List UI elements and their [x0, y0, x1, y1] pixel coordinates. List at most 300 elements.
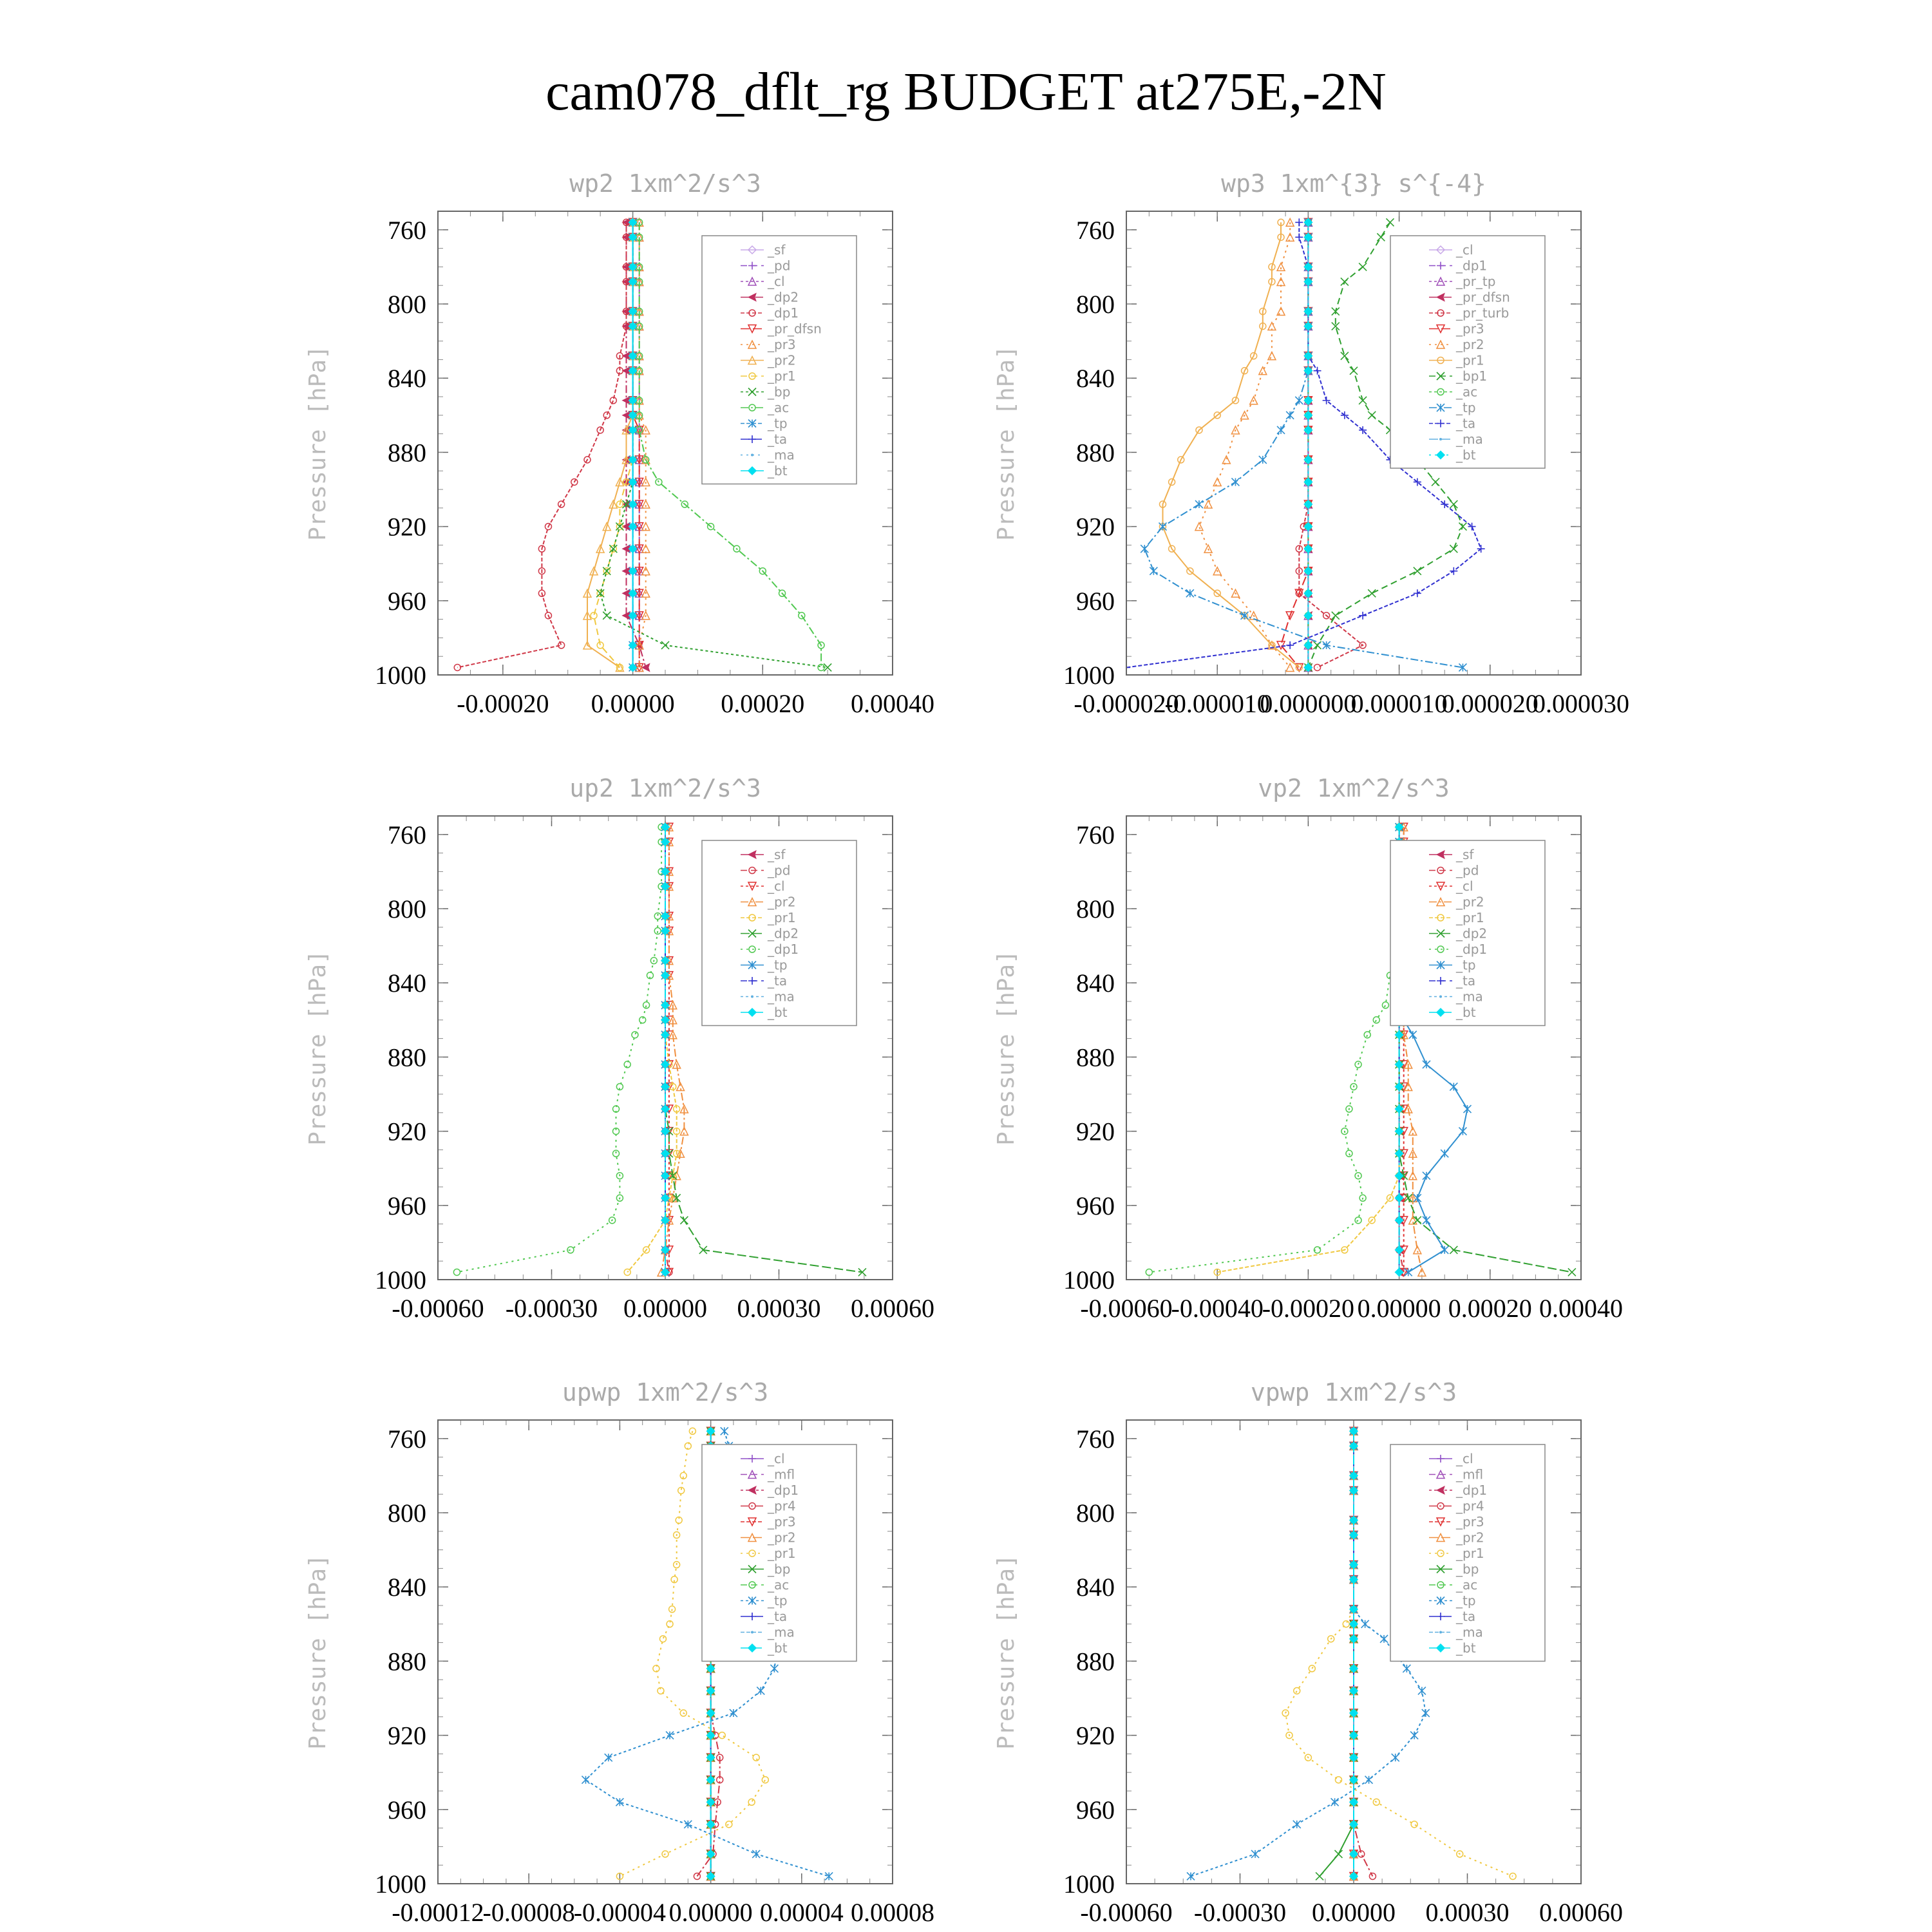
- x-tick-label: 0.00030: [1425, 1898, 1510, 1927]
- data-point_pr1: [748, 1799, 755, 1805]
- x-tick-label: 0.00000: [591, 689, 675, 718]
- x-tick-label: 0.00000: [668, 1898, 753, 1927]
- y-tick-label: 840: [388, 969, 426, 998]
- y-axis-label: Pressure [hPa]: [993, 1554, 1019, 1750]
- legend-entry_dp2: _dp2: [1456, 925, 1488, 942]
- legend-entry_tp: _tp: [768, 957, 788, 973]
- data-point_pr2: [1277, 263, 1285, 270]
- data-point_tp: [1195, 500, 1203, 508]
- data-point_pr2: [1259, 367, 1267, 375]
- legend-entry_pr3: _pr3: [1456, 1514, 1484, 1530]
- data-point_pr1: [726, 1821, 732, 1828]
- data-point_tp: [721, 1427, 728, 1435]
- panel-upwp: [305, 1378, 934, 1927]
- data-point_pr1: [1294, 1687, 1300, 1694]
- data-point_pr1: [753, 1754, 759, 1761]
- y-tick-label: 960: [1076, 1191, 1115, 1220]
- data-point_tp: [616, 1798, 623, 1806]
- data-point_tp: [1422, 1709, 1430, 1717]
- data-point_bp1: [1341, 352, 1349, 360]
- data-point_bp1: [1386, 218, 1394, 226]
- legend-entry_cl: _cl: [1456, 242, 1473, 258]
- y-tick-label: 880: [388, 1647, 426, 1676]
- y-tick-label: 1000: [1063, 1870, 1115, 1899]
- data-point_dp1: [1382, 1002, 1388, 1009]
- x-tick-label: -0.000020: [1074, 689, 1179, 718]
- data-point_tp: [1141, 545, 1148, 553]
- data-point_tp: [1241, 612, 1249, 620]
- legend-entry_mfl: _mfl: [1456, 1466, 1484, 1482]
- data-point_bp: [661, 641, 669, 649]
- legend-entry_pr1: _pr1: [1456, 1546, 1484, 1561]
- legend-entry_pr_dfsn: _pr_dfsn: [1456, 289, 1510, 305]
- data-point_ta: [1295, 218, 1303, 226]
- data-point_dp1: [1346, 1150, 1352, 1157]
- legend-entry_mfl: _mfl: [768, 1466, 795, 1482]
- data-point_tp: [1259, 456, 1267, 464]
- data-point_pr1: [719, 1732, 725, 1739]
- data-point_tp: [1295, 397, 1303, 404]
- data-point_dp1: [654, 928, 661, 934]
- y-tick-label: 880: [1076, 438, 1115, 468]
- data-point_pr1: [762, 1777, 768, 1783]
- legend-entry_pr4: _pr4: [1456, 1498, 1484, 1514]
- y-axis-label: Pressure [hPa]: [305, 950, 331, 1146]
- legend-entry_ac: _ac: [1456, 1577, 1478, 1593]
- data-point_tp: [1464, 1105, 1472, 1113]
- data-point_dp2: [1568, 1268, 1576, 1276]
- legend-entry_pd: _pd: [768, 862, 791, 878]
- y-tick-label: 800: [388, 895, 426, 923]
- x-tick-label: 0.000010: [1350, 689, 1448, 718]
- x-tick-label: -0.00040: [1171, 1294, 1264, 1323]
- data-point_pr2: [1195, 523, 1203, 531]
- legend-entry_bp: _bp: [768, 384, 791, 400]
- legend-entry_bt: _bt: [1456, 1640, 1476, 1656]
- legend: [702, 1444, 857, 1662]
- legend-entry_ta: _ta: [768, 1609, 788, 1624]
- x-tick-label: -0.00020: [457, 689, 549, 718]
- data-point_pr1: [591, 612, 597, 619]
- x-tick-label: 0.00040: [1539, 1294, 1623, 1323]
- data-point_tp: [1403, 1665, 1410, 1672]
- y-tick-label: 960: [1076, 586, 1115, 616]
- legend-entry_bp: _bp: [1456, 1561, 1479, 1577]
- legend: [1390, 1444, 1545, 1662]
- data-point_tp: [1293, 1821, 1301, 1828]
- panel-title-vp2: vp2 1xm^2/s^3: [1258, 774, 1450, 802]
- legend-entry_pr_tp: _pr_tp: [1456, 274, 1496, 289]
- series-line_pr1: [1163, 222, 1300, 667]
- data-point_bp1: [1350, 367, 1358, 375]
- data-point_dp1: [1355, 1217, 1361, 1224]
- y-tick-label: 760: [1076, 820, 1115, 849]
- y-tick-label: 840: [388, 364, 426, 393]
- data-point_pr1: [659, 1636, 666, 1642]
- x-tick-label: 0.00000: [1312, 1898, 1396, 1927]
- legend-entry_dp1: _dp1: [1456, 942, 1488, 957]
- y-tick-label: 800: [1076, 1499, 1115, 1528]
- data-point_pr1: [1411, 1821, 1417, 1828]
- data-point_tp: [1441, 1246, 1448, 1254]
- series-line_bp: [1320, 1431, 1354, 1876]
- x-tick-label: -0.00060: [1080, 1294, 1173, 1323]
- legend: [1390, 840, 1545, 1026]
- legend-entry_ac: _ac: [1456, 384, 1478, 400]
- data-point_dp1: [1373, 1017, 1379, 1023]
- data-point_pr2: [1204, 500, 1212, 508]
- data-point_tp: [1186, 589, 1194, 597]
- legend-entry_cl: _cl: [1456, 878, 1473, 894]
- y-axis-label: Pressure [hPa]: [305, 345, 331, 541]
- y-tick-label: 1000: [375, 661, 426, 690]
- y-tick-label: 800: [388, 1499, 426, 1528]
- y-tick-label: 840: [1076, 364, 1115, 393]
- data-point_ta: [1286, 641, 1294, 649]
- data-point_bp: [1316, 1872, 1323, 1880]
- y-tick-label: 920: [388, 512, 426, 542]
- x-tick-label: -0.00030: [505, 1294, 598, 1323]
- data-point_tp: [1418, 1687, 1426, 1694]
- data-point_bp: [609, 545, 617, 553]
- legend-marker: [1439, 438, 1442, 440]
- legend-entry_tp: _tp: [768, 415, 788, 431]
- y-tick-label: 1000: [375, 1265, 426, 1294]
- data-point_tp: [1423, 1172, 1430, 1180]
- legend-entry_ac: _ac: [768, 400, 790, 415]
- data-point_pr1: [689, 1428, 696, 1434]
- data-point_tp: [1187, 1872, 1195, 1880]
- legend-entry_ma: _ma: [1456, 431, 1483, 447]
- y-tick-label: 840: [1076, 969, 1115, 998]
- panel-title-wp2: wp2 1xm^2/s^3: [569, 169, 761, 198]
- data-point_bp1: [1341, 278, 1349, 285]
- legend-entry_ma: _ma: [1456, 989, 1483, 1005]
- y-tick-label: 920: [1076, 1117, 1115, 1146]
- series-line_dp1: [457, 222, 626, 667]
- data-point_tp: [605, 1754, 612, 1761]
- x-tick-label: -0.00012: [392, 1898, 484, 1927]
- x-tick-label: 0.00020: [721, 689, 805, 718]
- data-point_dp1: [567, 1247, 574, 1253]
- y-tick-label: 920: [388, 1117, 426, 1146]
- legend-entry_bt: _bt: [768, 1640, 788, 1656]
- y-tick-label: 960: [388, 1191, 426, 1220]
- legend-marker: [751, 454, 753, 457]
- legend-entry_bt: _bt: [768, 463, 788, 478]
- legend-entry_ma: _ma: [1456, 1624, 1483, 1640]
- x-tick-label: 0.000000: [1260, 689, 1357, 718]
- x-tick-label: -0.00030: [1193, 1898, 1287, 1927]
- legend-entry_ma: _ma: [768, 989, 795, 1005]
- legend-entry_ta: _ta: [1456, 415, 1476, 431]
- legend-entry_dp2: _dp2: [768, 925, 799, 942]
- legend-entry_pd: _pd: [1456, 862, 1479, 878]
- legend-entry_pr2: _pr2: [768, 1530, 796, 1546]
- data-point_dp1: [613, 1150, 620, 1157]
- legend-entry_pr2: _pr2: [768, 894, 796, 910]
- panel-wp2: [305, 169, 934, 718]
- data-point_dp1: [454, 664, 460, 670]
- y-tick-label: 880: [1076, 1043, 1115, 1072]
- panel-title-up2: up2 1xm^2/s^3: [569, 774, 761, 802]
- legend-entry_dp1: _dp1: [768, 942, 799, 957]
- data-point_tp: [666, 1732, 674, 1739]
- y-tick-label: 960: [1076, 1795, 1115, 1824]
- data-point_bp1: [1459, 523, 1466, 531]
- y-tick-label: 840: [1076, 1573, 1115, 1602]
- data-point_bp1: [1332, 612, 1340, 620]
- legend-entry_bt: _bt: [1456, 447, 1476, 463]
- legend-entry_ma: _ma: [768, 1624, 795, 1640]
- data-point_tp: [1251, 1850, 1259, 1858]
- legend-entry_pr2: _pr2: [1456, 1530, 1484, 1546]
- data-point_ta: [1414, 589, 1421, 597]
- legend-entry_ta: _ta: [768, 973, 788, 989]
- data-point_bp: [603, 567, 611, 575]
- data-point_bp: [603, 612, 611, 620]
- legend-entry_sf: _sf: [768, 847, 786, 862]
- data-point_ta: [1359, 612, 1367, 620]
- legend-entry_dp1: _dp1: [768, 305, 799, 321]
- data-point_bp1: [1359, 263, 1367, 270]
- y-axis-label: Pressure [hPa]: [305, 1554, 331, 1750]
- data-point_tp: [1441, 1150, 1448, 1157]
- series-line_dp1: [457, 827, 661, 1272]
- data-point_pr2: [1222, 456, 1230, 464]
- data-point_tp: [1159, 523, 1166, 531]
- data-point_tp: [825, 1872, 833, 1880]
- legend: [702, 236, 857, 484]
- x-tick-label: 0.000030: [1533, 689, 1629, 718]
- x-tick-label: 0.00020: [1448, 1294, 1532, 1323]
- legend-entry_bp: _bp: [768, 1561, 791, 1577]
- legend-entry_dp1: _dp1: [768, 1482, 799, 1498]
- x-tick-label: -0.00060: [392, 1294, 484, 1323]
- data-point_bp: [1334, 1850, 1342, 1858]
- y-tick-label: 840: [388, 1573, 426, 1602]
- legend-entry_tp: _tp: [1456, 400, 1476, 415]
- data-point_tp: [1277, 426, 1285, 434]
- legend-entry_bt: _bt: [768, 1005, 788, 1020]
- legend-entry_pr_turb: _pr_turb: [1456, 305, 1510, 321]
- data-point_tp: [582, 1776, 589, 1784]
- y-tick-label: 880: [388, 1043, 426, 1072]
- data-point_tp: [730, 1709, 737, 1717]
- y-tick-label: 880: [1076, 1647, 1115, 1676]
- series-line_pr3: [1281, 222, 1308, 667]
- y-tick-label: 760: [1076, 215, 1115, 245]
- data-point_ta: [1314, 367, 1321, 375]
- data-point_tp: [1365, 1776, 1373, 1784]
- data-point_tp: [1380, 1635, 1388, 1643]
- data-point_tp: [1423, 1217, 1430, 1224]
- y-axis-label: Pressure [hPa]: [993, 950, 1019, 1146]
- data-point_pr1: [624, 1269, 630, 1275]
- data-point_ta: [1477, 545, 1485, 553]
- data-point_pr2: [1213, 478, 1221, 486]
- panel-title-wp3: wp3 1xm^{3} s^{-4}: [1221, 169, 1486, 198]
- legend-marker: [751, 996, 753, 998]
- data-point_bp1: [1359, 397, 1367, 404]
- data-point_dp2: [680, 1217, 688, 1224]
- legend-entry_dp2: _dp2: [768, 289, 799, 305]
- data-point_bp1: [1368, 589, 1376, 597]
- legend-entry_cl: _cl: [768, 274, 785, 289]
- data-point_tp: [757, 1687, 764, 1694]
- y-tick-label: 920: [1076, 1721, 1115, 1750]
- legend-entry_sf: _sf: [768, 242, 786, 258]
- figure-title: cam078_dflt_rg BUDGET at275E,-2N: [545, 62, 1387, 122]
- chart-panels: [305, 169, 1629, 1927]
- y-tick-label: 760: [388, 820, 426, 849]
- y-tick-label: 800: [1076, 290, 1115, 319]
- y-tick-label: 1000: [1063, 661, 1115, 690]
- x-tick-label: 0.00000: [1357, 1294, 1441, 1323]
- data-point_bp1: [1377, 233, 1385, 241]
- series-line_pr2: [1199, 222, 1290, 667]
- series-line_pr_dfsn: [633, 222, 639, 667]
- data-point_tp: [770, 1665, 778, 1672]
- legend-entry_ta: _ta: [1456, 973, 1476, 989]
- x-tick-label: -0.000010: [1164, 689, 1270, 718]
- panel-up2: [305, 774, 934, 1323]
- y-tick-label: 1000: [375, 1870, 426, 1899]
- legend-entry_tp: _tp: [1456, 1593, 1476, 1609]
- panel-title-upwp: upwp 1xm^2/s^3: [562, 1378, 769, 1406]
- legend-entry_pd: _pd: [768, 258, 791, 274]
- x-tick-label: 0.00030: [737, 1294, 821, 1323]
- legend-entry_pr3: _pr3: [1456, 321, 1484, 337]
- data-point_tp: [1423, 1061, 1430, 1068]
- x-tick-label: -0.00020: [1262, 1294, 1355, 1323]
- x-tick-label: 0.00004: [759, 1898, 844, 1927]
- data-point_bp1: [1432, 478, 1439, 486]
- data-point_tp: [1286, 412, 1294, 419]
- data-point_dp1: [632, 1032, 638, 1038]
- legend-entry_bp1: _bp1: [1456, 368, 1488, 384]
- legend-entry_cl: _cl: [1456, 1451, 1473, 1466]
- data-point_tp: [1450, 1083, 1457, 1090]
- data-point_bp1: [1450, 545, 1457, 553]
- legend-marker: [1439, 996, 1442, 998]
- data-point_tp: [1459, 1128, 1466, 1135]
- legend-entry_pr2: _pr2: [1456, 337, 1484, 352]
- legend-entry_pr2: _pr2: [1456, 894, 1484, 910]
- legend: [702, 840, 857, 1026]
- legend-entry_ac: _ac: [768, 1577, 790, 1593]
- data-point_tp: [1410, 1732, 1418, 1739]
- y-tick-label: 960: [388, 1795, 426, 1824]
- y-tick-label: 800: [388, 290, 426, 319]
- y-tick-label: 760: [388, 215, 426, 245]
- data-point_tp: [1409, 1031, 1417, 1039]
- legend-entry_pr2: _pr2: [768, 352, 796, 368]
- panel-title-vpwp: vpwp 1xm^2/s^3: [1250, 1378, 1457, 1406]
- legend-entry_ta: _ta: [1456, 1609, 1476, 1624]
- x-tick-label: 0.00000: [623, 1294, 707, 1323]
- panel-wp3: [993, 169, 1629, 718]
- y-tick-label: 920: [1076, 512, 1115, 542]
- legend-entry_cl: _cl: [768, 1451, 785, 1466]
- data-point_ta: [1295, 233, 1303, 241]
- y-tick-label: 960: [388, 586, 426, 616]
- y-tick-label: 880: [388, 438, 426, 468]
- y-axis-label: Pressure [hPa]: [993, 345, 1019, 541]
- legend-entry_cl: _cl: [768, 878, 785, 894]
- y-tick-label: 920: [388, 1721, 426, 1750]
- series-line_pr1: [594, 222, 633, 667]
- x-tick-label: 0.00040: [851, 689, 934, 718]
- data-point_dp1: [453, 1269, 460, 1275]
- data-point_tp: [752, 1850, 760, 1858]
- legend-entry_pr_dfsn: _pr_dfsn: [768, 321, 822, 337]
- y-tick-label: 800: [1076, 895, 1115, 923]
- data-point_tp: [1361, 1620, 1369, 1628]
- y-tick-label: 760: [388, 1424, 426, 1454]
- series-line_pr4: [1354, 1431, 1372, 1876]
- legend-entry_sf: _sf: [1456, 847, 1474, 862]
- x-tick-label: 0.00060: [1539, 1898, 1623, 1927]
- data-point_dp1: [603, 412, 610, 419]
- legend-entry_tp: _tp: [1456, 957, 1476, 973]
- panel-vpwp: [993, 1378, 1623, 1927]
- series-line_dp1: [1149, 827, 1399, 1272]
- x-tick-label: 0.000020: [1441, 689, 1539, 718]
- legend-entry_bt: _bt: [1456, 1005, 1476, 1020]
- x-tick-label: 0.00060: [851, 1294, 934, 1323]
- x-tick-label: -0.00004: [573, 1898, 667, 1927]
- legend-marker: [1439, 1631, 1442, 1634]
- legend-entry_pr1: _pr1: [1456, 910, 1484, 925]
- legend-entry_dp1: _dp1: [1456, 1482, 1488, 1498]
- legend-entry_pr4: _pr4: [768, 1498, 796, 1514]
- legend-marker: [751, 1631, 753, 1634]
- y-tick-label: 760: [1076, 1424, 1115, 1454]
- data-point_bp: [596, 589, 604, 597]
- data-point_bp1: [1368, 412, 1376, 419]
- y-tick-label: 1000: [1063, 1265, 1115, 1294]
- legend-entry_ta: _ta: [768, 431, 788, 447]
- x-tick-label: -0.00060: [1080, 1898, 1173, 1927]
- series-line_pr1: [1217, 827, 1399, 1272]
- data-point_dp1: [1364, 1032, 1370, 1038]
- legend-entry_pr1: _pr1: [1456, 352, 1484, 368]
- legend-entry_dp1: _dp1: [1456, 258, 1488, 274]
- x-tick-label: -0.00008: [482, 1898, 575, 1927]
- legend-entry_pr1: _pr1: [768, 910, 796, 925]
- data-point_tp: [1331, 1798, 1339, 1806]
- data-point_dp1: [1146, 1269, 1152, 1275]
- data-point_pr1: [1343, 1621, 1349, 1627]
- data-point_pr1: [1335, 1777, 1341, 1783]
- data-point_pr2: [1286, 218, 1294, 226]
- panel-vp2: [993, 774, 1623, 1323]
- x-tick-label: 0.00008: [851, 1898, 934, 1927]
- legend: [1390, 236, 1545, 468]
- data-point_tp: [684, 1821, 692, 1828]
- legend-entry_tp: _tp: [768, 1593, 788, 1609]
- legend-entry_pr3: _pr3: [768, 1514, 796, 1530]
- data-point_bp1: [1450, 500, 1457, 508]
- data-point_dp1: [624, 1061, 630, 1068]
- legend-entry_pr1: _pr1: [768, 368, 796, 384]
- data-point_bp1: [1414, 567, 1421, 575]
- data-point_tp: [1150, 567, 1157, 575]
- data-point_tp: [1392, 1754, 1399, 1761]
- legend-entry_pr1: _pr1: [768, 1546, 796, 1561]
- legend-entry_pr3: _pr3: [768, 337, 796, 352]
